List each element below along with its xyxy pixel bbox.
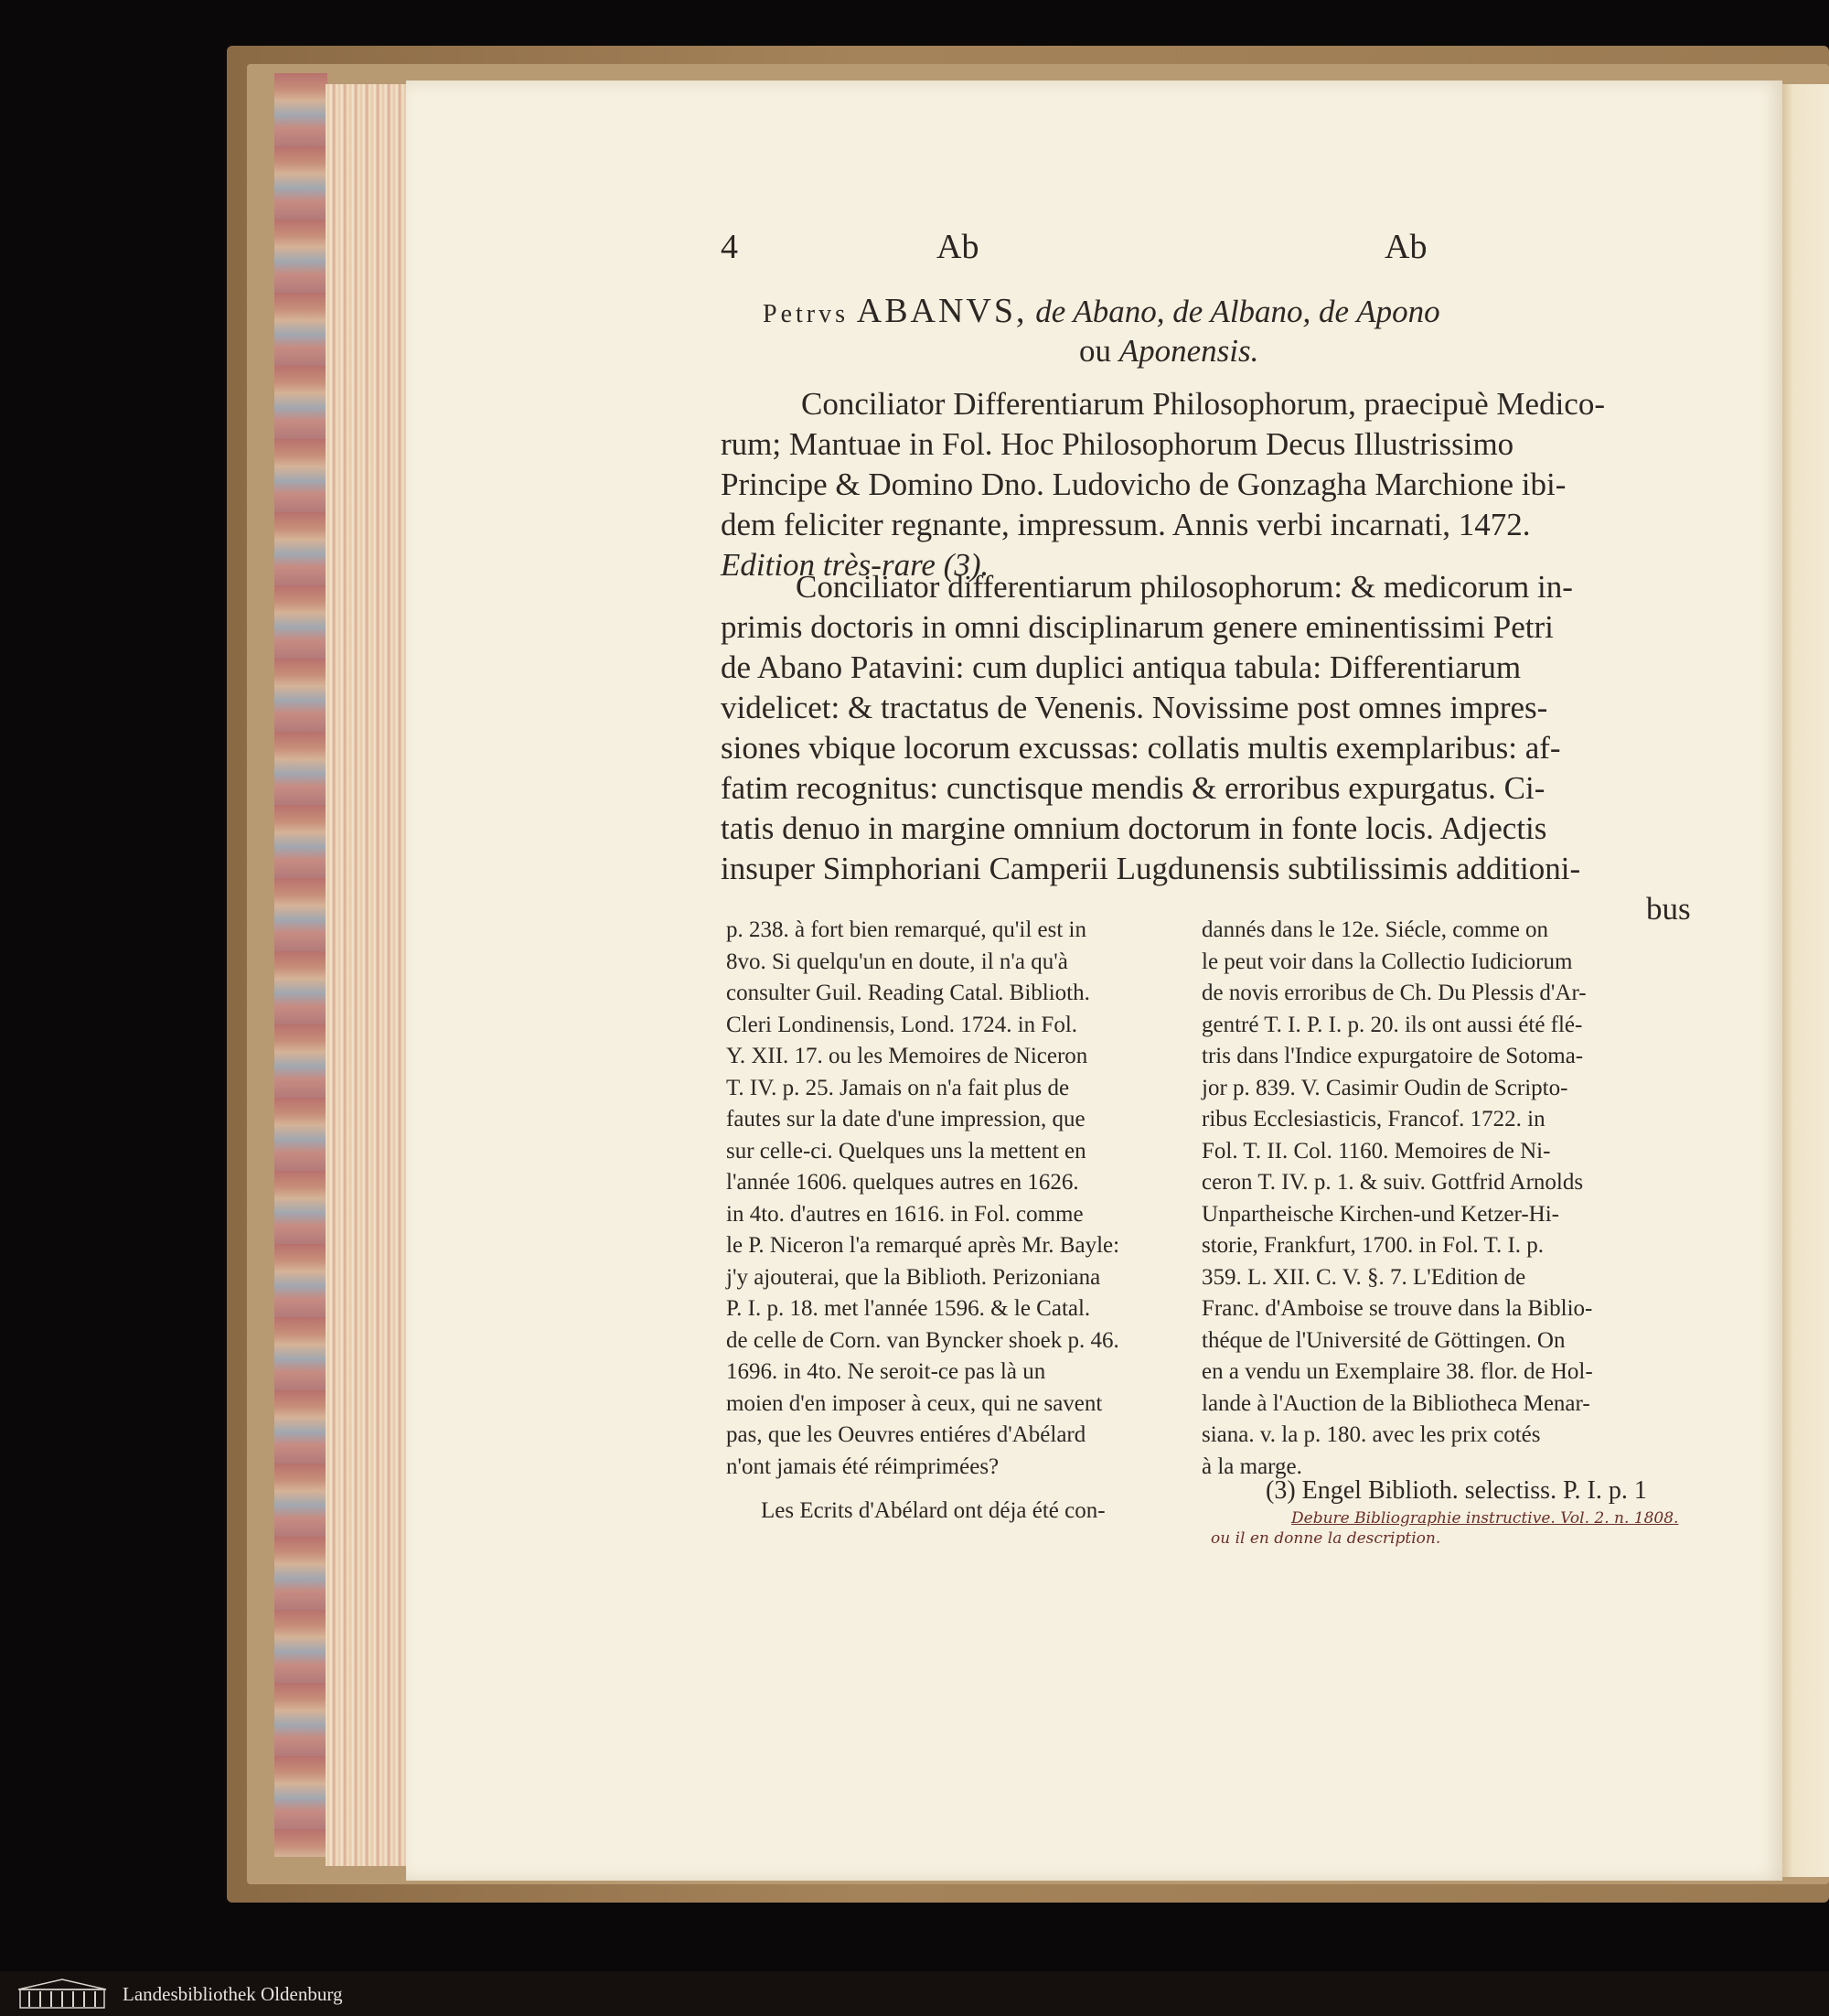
- para2-line: insuper Simphoriani Camperii Lugdunensis subtilissimis additioni-: [721, 851, 1581, 886]
- note-column-right: [1202, 915, 1593, 1483]
- note-left-line: Les Ecrits d'Abélard ont déja été con-: [761, 1498, 1106, 1523]
- note-right-line: Unpartheische Kirchen-und Ketzer-Hi-: [1202, 1201, 1559, 1227]
- note-right-line: lande à l'Auction de la Bibliotheca Menar-: [1202, 1390, 1590, 1416]
- para1-line: rum; Mantuae in Fol. Hoc Philosophorum Decus Illustrissimo: [721, 426, 1514, 462]
- note-left-gap: [726, 1483, 1119, 1496]
- note-left-line: P. I. p. 18. met l'année 1596. & le Catal.: [726, 1296, 1091, 1321]
- para2-line: videlicet: & tractatus de Venenis. Novissime post omnes impres-: [721, 690, 1548, 725]
- note-left-line: moien d'en imposer à ceux, qui ne savent: [726, 1390, 1103, 1416]
- heading-variant: Aponensis.: [1118, 333, 1259, 369]
- note-left-line: Cleri Londinensis, Lond. 1724. in Fol.: [726, 1012, 1078, 1037]
- note-left-line: le P. Niceron l'a remarqué après Mr. Bayle:: [726, 1233, 1120, 1258]
- para2-line: bus: [1646, 891, 1691, 927]
- note-right-line: jor p. 839. V. Casimir Oudin de Scripto-: [1202, 1075, 1568, 1100]
- footnote-3: (3) Engel Biblioth. selectiss. P. I. p. 1: [1266, 1476, 1647, 1505]
- para1-line: Conciliator Differentiarum Philosophorum, praecipuè Medico-: [801, 386, 1605, 422]
- para2-line: primis doctoris in omni disciplinarum genere eminentissimi Petri: [721, 609, 1554, 645]
- running-head-left: Ab: [936, 228, 979, 266]
- marbled-edge: [274, 73, 327, 1857]
- author-variants: de Abano, de Albano, de Apono: [1035, 294, 1440, 329]
- note-left-line: n'ont jamais été réimprimées?: [726, 1453, 1000, 1479]
- note-left-line: fautes sur la date d'une impression, que: [726, 1107, 1086, 1131]
- note-left-line: in 4to. d'autres en 1616. in Fol. comme: [726, 1201, 1084, 1227]
- para2-line: Conciliator differentiarum philosophorum: & medicorum in-: [796, 569, 1573, 605]
- entry-heading-line1: [763, 291, 1440, 331]
- note-right-line: gentré T. I. P. I. p. 20. ils ont aussi été flé-: [1202, 1012, 1583, 1037]
- note-left-line: p. 238. à fort bien remarqué, qu'il est in: [726, 917, 1086, 942]
- note-right-line: tris dans l'Indice expurgatoire de Sotoma-: [1202, 1044, 1584, 1068]
- note-left-line: T. IV. p. 25. Jamais on n'a fait plus de: [726, 1075, 1070, 1100]
- note-left-line: 1696. in 4to. Ne seroit-ce pas là un: [726, 1359, 1046, 1384]
- paragraph-2: [721, 567, 1691, 929]
- para1-line: Principe & Domino Dno. Ludovicho de Gonzagha Marchione ibi-: [721, 466, 1567, 502]
- author-name-caps: ABANVS,: [856, 292, 1028, 330]
- paragraph-1: [721, 384, 1605, 585]
- para2-line: siones vbique locorum excussas: collatis multis exemplaribus: af-: [721, 730, 1561, 766]
- note-column-left: [726, 915, 1119, 1528]
- para2-line: fatim recognitus: cunctisque mendis & erroribus expurgatus. Ci-: [721, 770, 1546, 806]
- note-left-line: l'année 1606. quelques autres en 1626.: [726, 1170, 1079, 1195]
- library-building-icon: [16, 1978, 108, 2010]
- handwritten-note-line2: ou il en donne la description.: [1211, 1529, 1441, 1548]
- note-right-line: théque de l'Université de Göttingen. On: [1202, 1327, 1566, 1353]
- para1-line: Edition très-rare (3).: [721, 547, 989, 583]
- page-edges: [326, 84, 408, 1866]
- note-left-line: consulter Guil. Reading Catal. Biblioth.: [726, 981, 1090, 1005]
- note-left-line: sur celle-ci. Quelques uns la mettent en: [726, 1138, 1086, 1163]
- institution-name: Landesbibliothek Oldenburg: [123, 1983, 343, 2005]
- running-head-right: Ab: [1385, 228, 1428, 266]
- note-right-line: 359. L. XII. C. V. §. 7. L'Edition de: [1202, 1264, 1526, 1290]
- page-number: 4: [721, 228, 738, 266]
- heading-ou: ou: [1079, 333, 1111, 369]
- note-right-line: le peut voir dans la Collectio Iudiciorum: [1202, 949, 1573, 974]
- note-right-line: de novis erroribus de Ch. Du Plessis d'Ar-: [1202, 981, 1587, 1005]
- note-right-line: en a vendu un Exemplaire 38. flor. de Hol-: [1202, 1359, 1593, 1384]
- author-name-smallcaps: Petrvs: [763, 300, 849, 328]
- note-left-line: 8vo. Si quelqu'un en doute, il n'a qu'à: [726, 949, 1068, 974]
- note-left-line: Y. XII. 17. ou les Memoires de Niceron: [726, 1044, 1088, 1068]
- note-right-line: dannés dans le 12e. Siécle, comme on: [1202, 917, 1549, 942]
- note-right-line: ribus Ecclesiasticis, Francof. 1722. in: [1202, 1107, 1546, 1131]
- note-right-line: Fol. T. II. Col. 1160. Memoires de Ni-: [1202, 1138, 1551, 1163]
- note-right-line: ceron T. IV. p. 1. & suiv. Gottfrid Arnolds: [1202, 1170, 1584, 1195]
- note-left-line: de celle de Corn. van Byncker shoek p. 46.: [726, 1327, 1119, 1353]
- entry-heading-line2: [1079, 333, 1258, 370]
- para2-line: tatis denuo in margine omnium doctorum in fonte locis. Adjectis: [721, 810, 1547, 846]
- para2-line: de Abano Patavini: cum duplici antiqua tabula: Differentiarum: [721, 649, 1522, 685]
- para1-line: dem feliciter regnante, impressum. Annis verbi incarnati, 1472.: [721, 507, 1531, 542]
- handwritten-note-line1: Debure Bibliographie instructive. Vol. 2. n. 1808.: [1291, 1509, 1679, 1528]
- footer-bar: [0, 1971, 1829, 2016]
- note-right-line: Franc. d'Amboise se trouve dans la Biblio-: [1202, 1296, 1593, 1321]
- note-left-line: pas, que les Oeuvres entiéres d'Abélard: [726, 1422, 1086, 1447]
- note-left-line: j'y ajouterai, que la Biblioth. Perizoniana: [726, 1264, 1101, 1290]
- note-right-line: storie, Frankfurt, 1700. in Fol. T. I. p.: [1202, 1233, 1545, 1258]
- facing-page-edge: [1778, 84, 1829, 1877]
- note-right-line: siana. v. la p. 180. avec les prix cotés: [1202, 1422, 1541, 1447]
- note-right-line: à la marge.: [1202, 1453, 1302, 1479]
